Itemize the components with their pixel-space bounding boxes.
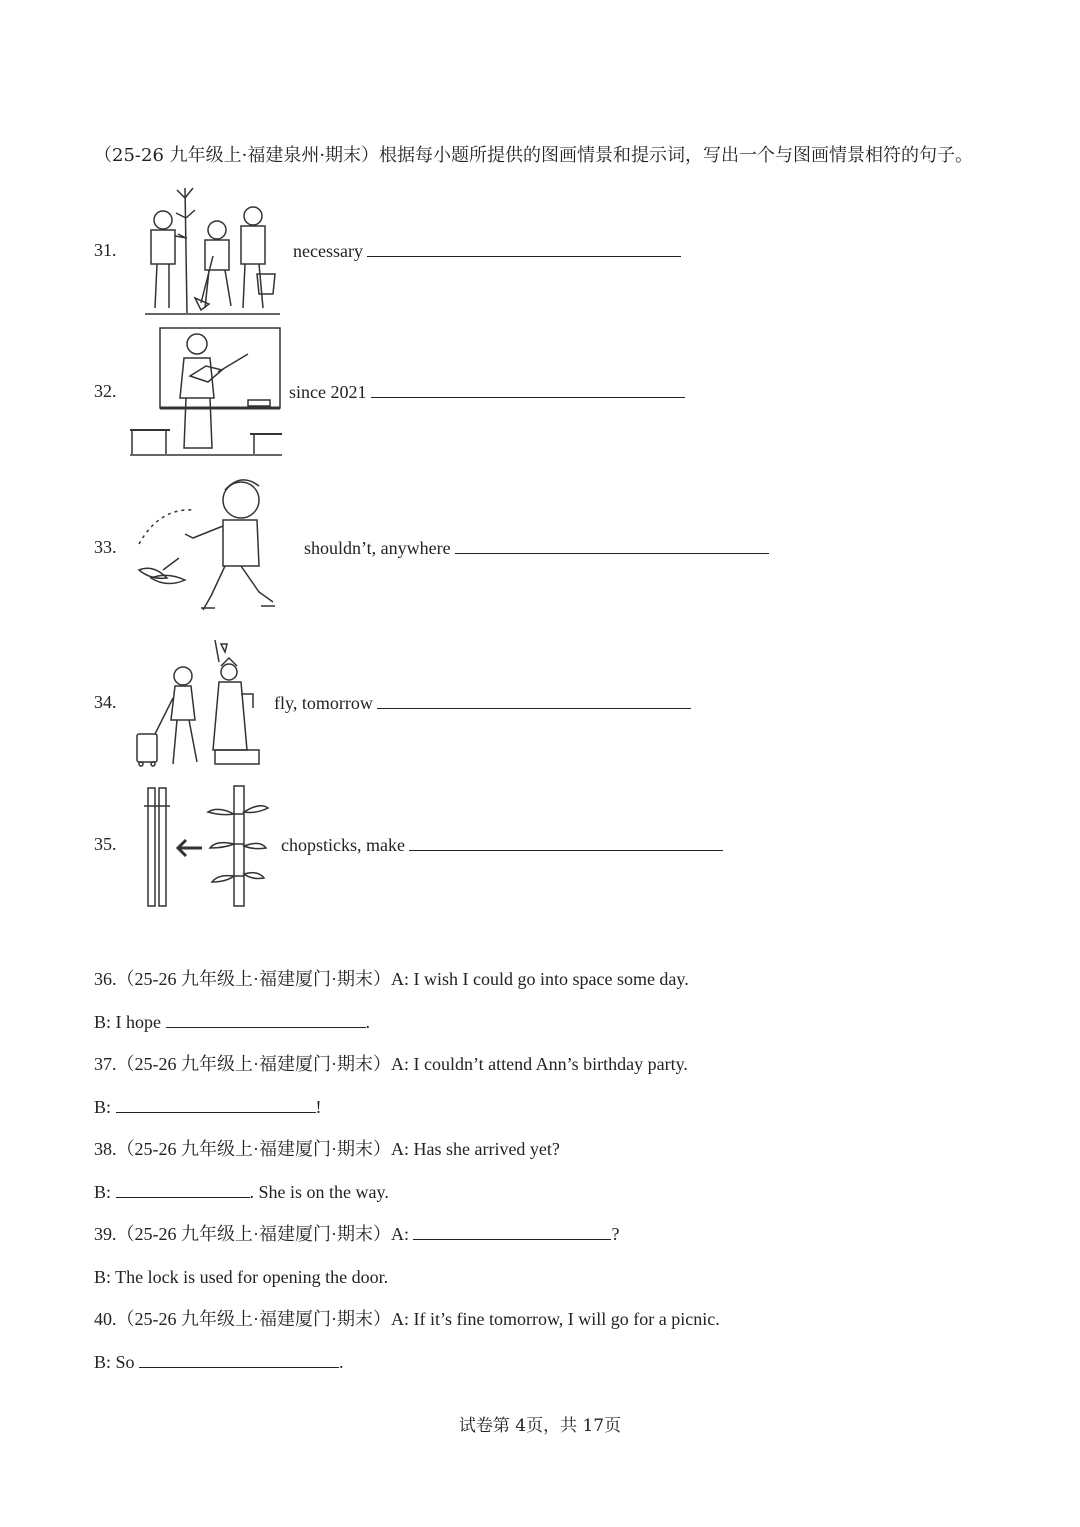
item-32-number: 32. — [94, 381, 117, 401]
item-36-blank[interactable] — [166, 1011, 366, 1028]
item-37-b-end: ! — [315, 1097, 322, 1117]
chopsticks-from-bamboo-icon — [140, 784, 272, 912]
item-39-response: B: The lock is used for opening the door. — [94, 1267, 389, 1287]
item-32-hint: since 2021 — [289, 382, 367, 402]
item-33-answer-line — [304, 537, 769, 559]
item-34-hint: fly, tomorrow — [274, 693, 373, 713]
item-31-blank[interactable] — [367, 240, 681, 257]
item-40-b-label: B: So — [94, 1352, 140, 1372]
item-39-question — [94, 1223, 619, 1245]
teacher-at-blackboard-icon — [130, 326, 282, 458]
item-37-question: 37.（25-26 九年级上·福建厦门·期末）A: I couldn’t attend Ann’s birthday party. — [94, 1054, 688, 1074]
section-instruction: （25-26 九年级上·福建泉州·期末）根据每小题所提供的图画情景和提示词，写出一个与图画情景相符的句子。 — [94, 145, 974, 166]
item-34-number: 34. — [94, 692, 117, 712]
item-40-response — [94, 1351, 344, 1373]
item-35-hint: chopsticks, make — [281, 835, 405, 855]
children-planting-tree-icon — [135, 178, 283, 320]
page-footer: 试卷第 4页，共 17页 — [458, 1416, 622, 1436]
item-31-hint: necessary — [293, 241, 363, 261]
boy-throwing-banana-peel-icon — [133, 474, 283, 622]
item-37-response — [94, 1096, 322, 1118]
item-37-b-label: B: — [94, 1097, 116, 1117]
item-31-number: 31. — [94, 240, 117, 260]
item-38-b-end: . She is on the way. — [249, 1182, 389, 1202]
item-37-blank[interactable] — [116, 1096, 316, 1113]
item-32-blank[interactable] — [371, 381, 685, 398]
item-39-a-label: 39.（25-26 九年级上·福建厦门·期末）A: — [94, 1224, 414, 1244]
item-34-answer-line — [274, 692, 691, 714]
item-38-blank[interactable] — [116, 1181, 250, 1198]
item-39-a-end: ? — [611, 1224, 620, 1244]
item-36-b-label: B: I hope — [94, 1012, 166, 1032]
item-35-number: 35. — [94, 834, 117, 854]
item-32-answer-line — [289, 381, 685, 403]
item-40-blank[interactable] — [139, 1351, 339, 1368]
item-31-answer-line — [293, 240, 681, 262]
item-33-blank[interactable] — [455, 537, 769, 554]
item-36-question: 36.（25-26 九年级上·福建厦门·期末）A: I wish I could go into space some day. — [94, 969, 689, 989]
item-34-blank[interactable] — [377, 692, 691, 709]
item-35-answer-line — [281, 834, 723, 856]
item-38-response — [94, 1181, 389, 1203]
item-38-question: 38.（25-26 九年级上·福建厦门·期末）A: Has she arrived yet? — [94, 1139, 560, 1159]
item-33-number: 33. — [94, 537, 117, 557]
item-33-hint: shouldn’t, anywhere — [304, 538, 451, 558]
girl-with-suitcase-statue-of-liberty-icon — [133, 638, 269, 768]
item-38-b-label: B: — [94, 1182, 116, 1202]
item-35-blank[interactable] — [409, 834, 723, 851]
item-40-b-end: . — [339, 1352, 344, 1372]
item-36-response — [94, 1011, 370, 1033]
item-39-blank[interactable] — [413, 1223, 611, 1240]
item-40-question: 40.（25-26 九年级上·福建厦门·期末）A: If it’s fine tomorrow, I will go for a picnic. — [94, 1309, 720, 1329]
item-36-b-end: . — [365, 1012, 370, 1032]
